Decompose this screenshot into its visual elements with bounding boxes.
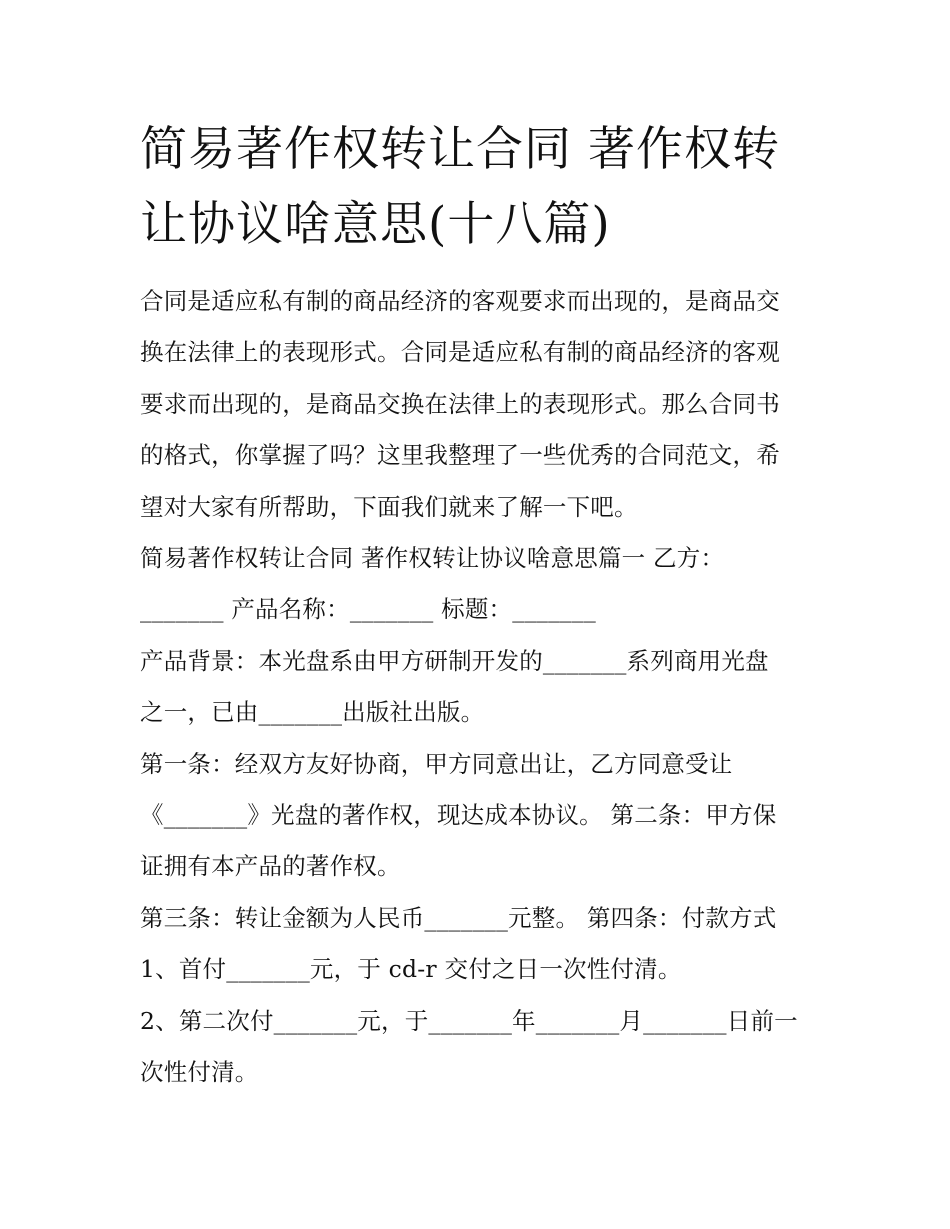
clause-line: 证拥有本产品的著作权。 xyxy=(140,852,401,881)
clause-line: 《_______》光盘的著作权，现达成本协议。 第二条：甲方保 xyxy=(140,801,777,830)
section-heading: 简易著作权转让合同 著作权转让协议啥意思篇一 乙方： xyxy=(140,544,725,573)
body-line: 产品背景：本光盘系由甲方研制开发的_______系列商用光盘 xyxy=(140,646,769,675)
body-line: 合同是适应私有制的商品经济的客观要求而出现的，是商品交 xyxy=(140,287,780,315)
payment-line: 2、第二次付_______元，于_______年_______月_______日前一 xyxy=(140,1006,798,1035)
title-line-1: 简易著作权转让合同 著作权转 xyxy=(140,122,780,177)
page-title xyxy=(140,112,830,262)
document-body xyxy=(140,276,820,1099)
body-line: 换在法律上的表现形式。合同是适应私有制的商品经济的客观 xyxy=(140,338,780,367)
body-line: 要求而出现的，是商品交换在法律上的表现形式。那么合同书 xyxy=(140,389,780,418)
clause-line: 第一条：经双方友好协商，甲方同意出让，乙方同意受让 xyxy=(140,749,733,778)
title-line-2: 让协议啥意思(十八篇) xyxy=(140,197,611,252)
body-line: 的格式，你掌握了吗？这里我整理了一些优秀的合同范文，希 xyxy=(140,441,780,470)
clause-line: 第三条：转让金额为人民币_______元整。 第四条：付款方式 xyxy=(140,903,777,932)
body-line: 望对大家有所帮助，下面我们就来了解一下吧。 xyxy=(140,492,638,521)
payment-line: 1、首付_______元，于 cd-r 交付之日一次性付清。 xyxy=(140,955,682,984)
body-line: 之一，已由_______出版社出版。 xyxy=(140,698,485,727)
payment-line: 次性付清。 xyxy=(140,1058,259,1087)
fill-in-fields-line: _______ 产品名称：_______ 标题：_______ xyxy=(140,595,596,624)
